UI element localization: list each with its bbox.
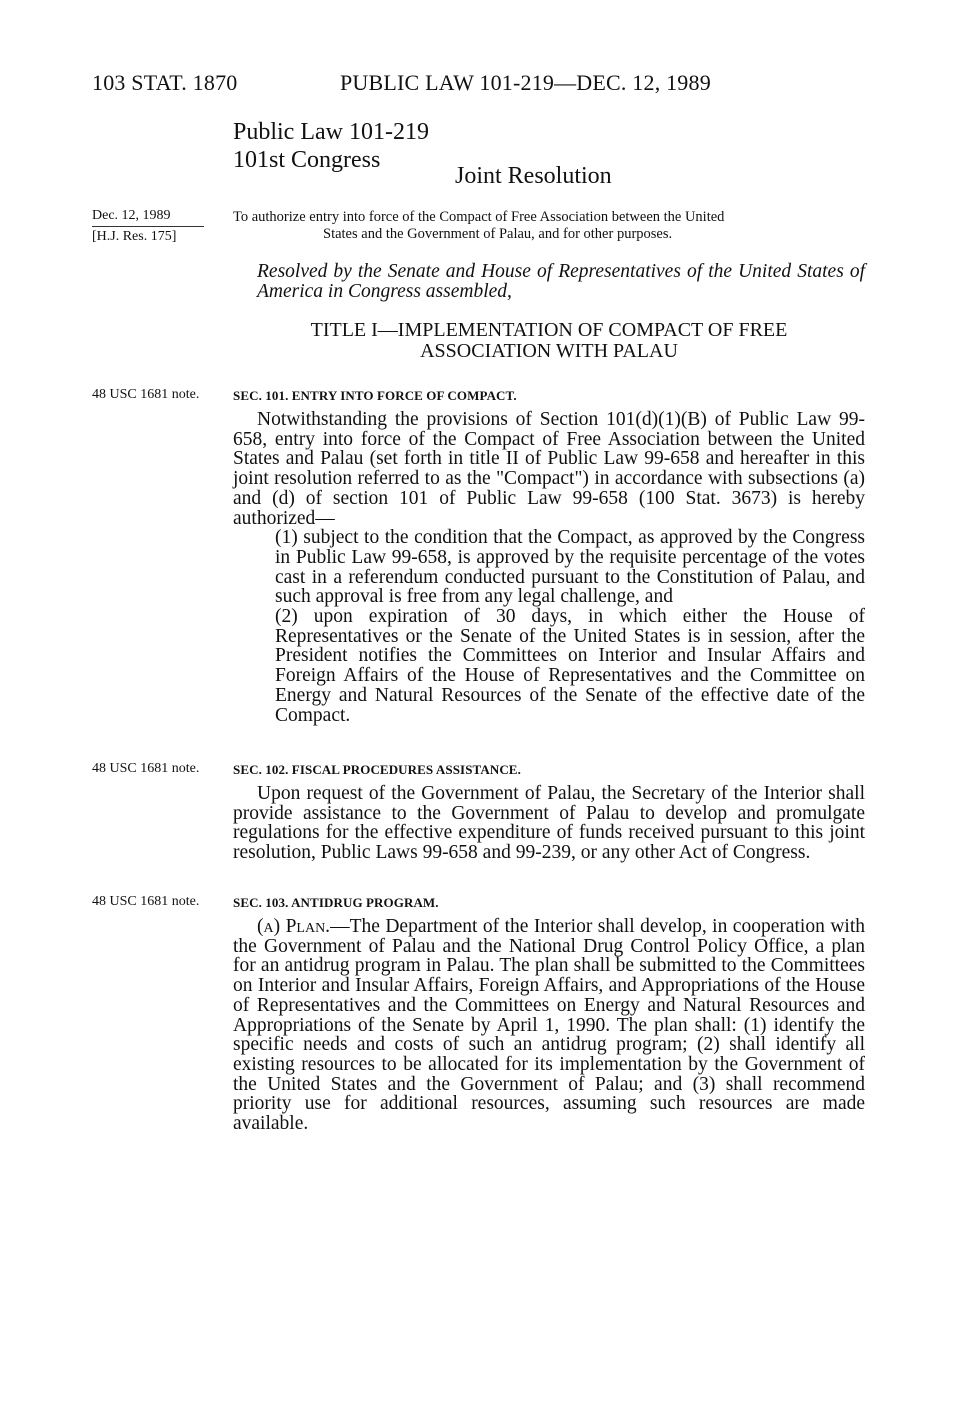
purpose-line-2: States and the Government of Palau, and for other purposes. — [323, 226, 673, 242]
section-103-paragraph-a-text: —The Department of the Interior shall develop, in cooperation with the Government of Palau and the National Drug Control Policy Office, a plan for an antidrug program in Palau. The plan shall be submitted to the Committees on Interior and Insular Affairs, Foreign Affairs, and Appropriations of the House of Representatives and the Committees on Energy and Natural Resources and Appropriations of the Senate by April 1, 1990. The plan shall: (1) identify the specific needs and costs of such an antidrug program; (2) shall identify all existing resources to be allocated for its implementation by the Government of the United States and the Government of Palau; and (3) shall recommend priority use for additional resources, assuming such resources are made available. — [233, 916, 865, 1135]
title-heading-line-1: TITLE I—IMPLEMENTATION OF COMPACT OF FREE — [310, 319, 788, 341]
section-101-intro: Notwithstanding the provisions of Section 101(d)(1)(B) of Public Law 99-658, entry into force of the Compact of Free Association between the United States and Palau (set forth in title II of Public Law 99-658 and hereafter in this joint resolution referred to as the "Compact") in accordance with subsections (a) and (d) of section 101 of Public Law 99-658 (100 Stat. 3673) is hereby authorized— — [233, 409, 865, 529]
section-103-heading: SEC. 103. ANTIDRUG PROGRAM. — [233, 895, 439, 910]
margin-note-sec-103: 48 USC 1681 note. — [92, 894, 200, 909]
section-102-body — [233, 784, 865, 863]
joint-resolution-heading: Joint Resolution — [455, 163, 612, 189]
page-stat-number: 103 STAT. 1870 — [92, 70, 238, 95]
section-101-heading: SEC. 101. ENTRY INTO FORCE OF COMPACT. — [233, 388, 517, 403]
section-103-paragraph-a — [233, 917, 865, 1134]
section-101-item-2 — [275, 607, 865, 725]
running-title: PUBLIC LAW 101-219—DEC. 12, 1989 — [340, 70, 711, 95]
margin-resolution-number: [H.J. Res. 175] — [92, 229, 177, 244]
margin-note-sec-101: 48 USC 1681 note. — [92, 387, 200, 402]
section-101-item-1-text: (1) subject to the condition that the Compact, as approved by the Congress in Public Law 99-658, is approved by the requisite percentage of the votes cast in a referendum conducted pursuant to the Constitution of Palau, and such approval is free from any legal challenge, and — [275, 527, 865, 608]
resolving-clause-text: Resolved by the Senate and House of Representatives of the United States of America in Congress assembled, — [257, 261, 865, 302]
margin-date-block — [92, 206, 212, 246]
title-heading-line-2: ASSOCIATION WITH PALAU — [420, 340, 678, 362]
section-103-paragraph-a-label: (a) Plan. — [257, 916, 331, 937]
section-102-heading: SEC. 102. FISCAL PROCEDURES ASSISTANCE. — [233, 762, 521, 777]
section-101-item-2-text: (2) upon expiration of 30 days, in which either the House of Representatives or the Senate of the United States is in session, after the President notifies the Committees on Interior and Insular Affairs and Foreign Affairs of the House of Representatives and the Committee on Energy and Natural Resources of the Senate of the effective date of the Compact. — [275, 606, 865, 726]
purpose-line-1: To authorize entry into force of the Compact of Free Association between the United — [233, 209, 725, 225]
title-heading — [233, 320, 865, 362]
law-identification — [233, 118, 429, 174]
section-103-body — [233, 917, 865, 1134]
resolving-clause — [233, 262, 865, 302]
public-law-number: Public Law 101-219 — [233, 119, 429, 145]
margin-note-sec-102: 48 USC 1681 note. — [92, 761, 200, 776]
margin-date: Dec. 12, 1989 — [92, 206, 204, 227]
section-101-body — [233, 410, 865, 725]
section-101-item-1 — [275, 528, 865, 607]
congress-number: 101st Congress — [233, 147, 381, 173]
section-102-text: Upon request of the Government of Palau, the Secretary of the Interior shall provide assistance to the Government of Palau to develop and promulgate regulations for the effective expenditure of funds received pursuant to this joint resolution, Public Laws 99-658 and 99-239, or any other Act of Congress. — [233, 783, 865, 864]
purpose-statement — [233, 209, 865, 243]
